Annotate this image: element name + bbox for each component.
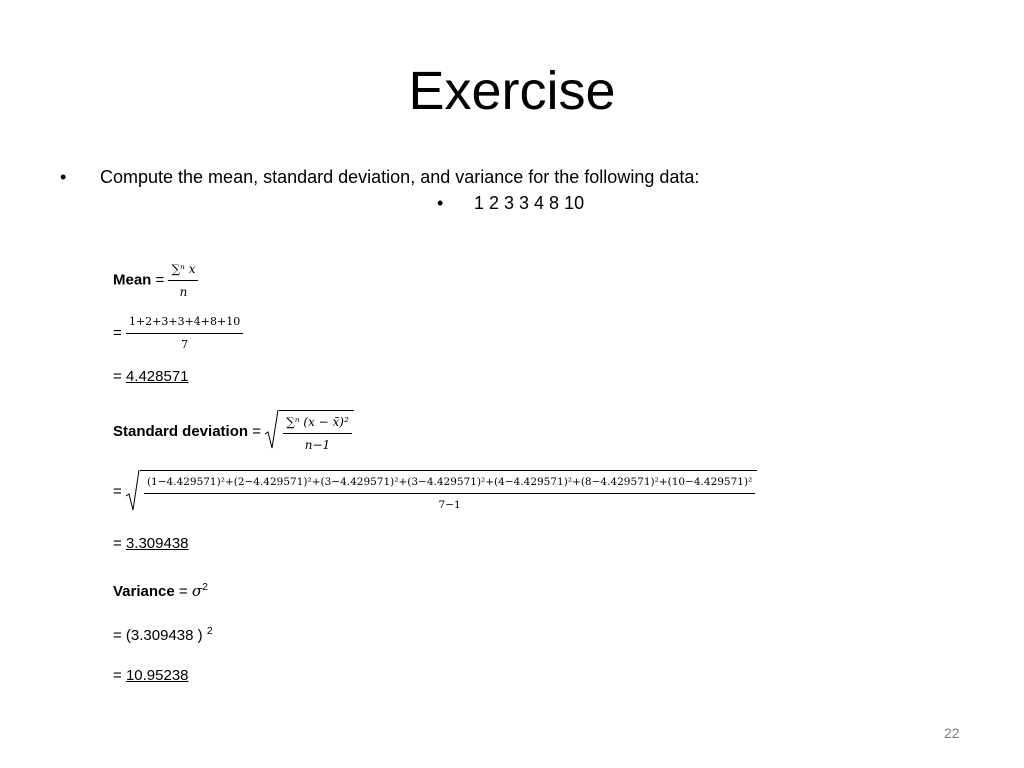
- std-formula: [283, 413, 352, 454]
- variance-result: 10.95238: [125, 667, 189, 684]
- std-step-line: [113, 470, 757, 514]
- data-values: 1 2 3 3 4 8 10: [474, 193, 585, 213]
- slide-title: Exercise: [408, 61, 616, 121]
- std-step-equals: =: [113, 482, 126, 500]
- variance-formula-line: [113, 578, 208, 601]
- mean-step-denominator: 7: [181, 338, 189, 351]
- instruction-text: Compute the mean, standard deviation, and variance for the following data:: [100, 167, 700, 187]
- sub-bullet-marker: •: [437, 193, 444, 213]
- mean-formula-line: [113, 260, 198, 301]
- variance-step-exponent: 2: [206, 625, 213, 637]
- variance-step: = (3.309438 ): [113, 627, 207, 644]
- mean-formula-numerator: ∑ⁿ x: [168, 260, 198, 281]
- std-step-radical: [126, 470, 757, 514]
- mean-formula-denominator: n: [179, 285, 188, 299]
- mean-result: 4.428571: [125, 368, 189, 385]
- std-formula-line: [113, 410, 354, 454]
- std-result: 3.309438: [125, 535, 189, 552]
- variance-result-prefix: =: [113, 667, 126, 684]
- mean-result-prefix: =: [113, 368, 126, 385]
- mean-result-line: [113, 368, 189, 386]
- std-formula-radical: [265, 410, 354, 454]
- mean-step-numerator: 1+2+3+3+4+8+10: [126, 313, 243, 334]
- page-number: 22: [944, 725, 960, 741]
- mean-step-line: [113, 313, 243, 354]
- variance-step-line: [113, 622, 213, 645]
- variance-symbol-exponent: 2: [202, 581, 208, 593]
- radical-sign-icon: [265, 410, 279, 450]
- std-equals: =: [248, 422, 266, 440]
- mean-step-fraction: [126, 313, 243, 354]
- variance-symbol: σ: [191, 582, 203, 600]
- std-formula-numerator: ∑ⁿ (x − x̄)²: [283, 413, 352, 434]
- std-formula-denominator: n−1: [304, 438, 331, 452]
- std-step-numerator: (1−4.429571)²+(2−4.429571)²+(3−4.429571)²+(3−4.429571)²+(4−4.429571)²+(8−4.429571)²+(10−4.429571)²: [144, 473, 755, 494]
- radical-sign-icon: [126, 470, 140, 512]
- mean-label: Mean: [113, 271, 152, 289]
- bullet-marker: •: [60, 167, 67, 187]
- mean-formula: [168, 260, 198, 301]
- std-step-denominator: 7−1: [438, 499, 461, 511]
- mean-step-equals: =: [113, 324, 126, 342]
- std-result-prefix: =: [113, 535, 126, 552]
- std-result-line: [113, 535, 189, 553]
- variance-label: Variance: [113, 583, 175, 600]
- std-label: Standard deviation: [113, 422, 249, 440]
- variance-equals: =: [174, 583, 192, 600]
- std-step-fraction: [144, 473, 755, 514]
- mean-equals: =: [151, 271, 169, 289]
- variance-result-line: [113, 667, 189, 685]
